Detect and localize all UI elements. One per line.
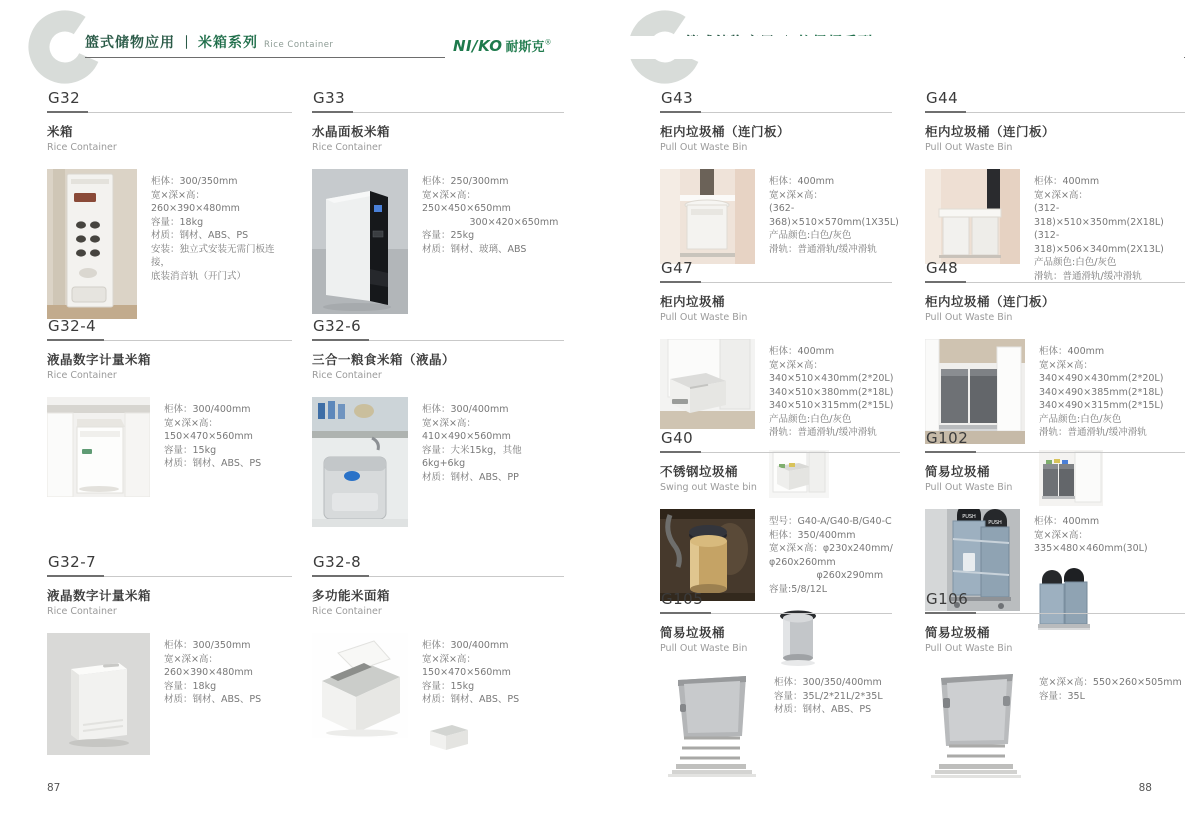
product-specs — [1034, 515, 1185, 556]
product-name: 多功能米面箱 — [312, 588, 391, 603]
product-name: 柜内垃圾桶（连门板） — [925, 294, 1056, 309]
spec-line: 柜体：400mm — [1039, 346, 1105, 357]
product-name-en: Pull Out Waste Bin — [925, 643, 1013, 654]
product-code-row — [660, 258, 892, 283]
spec-line: 宽×深×高：150×470×560mm — [164, 417, 253, 442]
product-photo — [925, 670, 1025, 788]
spec-line: 产品颜色:白色/灰色 — [1034, 257, 1117, 268]
product-code: G105 — [660, 590, 711, 614]
product-code-row — [47, 316, 292, 341]
product-name: 柜内垃圾桶（连门板） — [925, 124, 1056, 139]
spec-line: 滑轨：普通滑轨/缓冲滑轨 — [769, 243, 877, 255]
spec-line: 宽×深×高： — [769, 359, 823, 371]
spec-line: 宽×深×高： — [1039, 359, 1093, 371]
product-specs — [422, 175, 564, 256]
spec-line: 容量：15kg — [164, 444, 217, 456]
spec-line: 340×490×430mm(2*20L) — [1039, 373, 1164, 384]
spec-line: φ260x290mm — [769, 570, 884, 581]
spec-line: 容量：大米15kg，其他6kg+6kg — [422, 444, 522, 469]
product-name: 柜内垃圾桶 — [660, 294, 726, 309]
product-photo-thumbnail — [422, 717, 564, 757]
header-separator: ｜ — [180, 36, 194, 51]
product-specs — [422, 639, 564, 707]
product-name: 液晶数字计量米箱 — [47, 588, 152, 603]
product-code: G48 — [925, 259, 966, 283]
spec-line: 宽×深×高：150×470×560mm — [422, 653, 511, 678]
product-specs — [164, 639, 292, 707]
spec-line: 柜体：400mm — [1034, 516, 1100, 527]
spec-line: 柜体：350/400mm — [769, 529, 856, 541]
spec-line: 滑轨：普通滑轨/缓冲滑轨 — [1039, 427, 1147, 438]
spec-line: 宽×深×高：250×450×650mm — [422, 189, 511, 214]
product-name-en: Pull Out Waste Bin — [925, 312, 1013, 323]
spec-line: 滑轨：普通滑轨/缓冲滑轨 — [1034, 270, 1142, 282]
product-specs — [769, 175, 899, 256]
spec-line: 容量：18kg — [151, 216, 204, 228]
spec-line: 柜体：300/400mm — [422, 640, 509, 651]
product-code-row — [925, 88, 1185, 113]
nisko-logo — [445, 36, 1184, 59]
spec-line: 安装：独立式安装无需门板连接， — [151, 243, 275, 268]
product-code-row — [47, 552, 292, 577]
spec-line: 柜体：300/400mm — [422, 404, 509, 415]
product-name-en: Pull Out Waste Bin — [660, 142, 748, 153]
nisko-logo-latin: NI/KO — [453, 37, 503, 55]
spec-line: 宽×深×高：410×490×560mm — [422, 417, 511, 442]
spec-line: (362-368)×510×570mm(1X35L) — [769, 203, 899, 228]
product-code: G43 — [660, 89, 701, 113]
spec-line: 柜体：250/300mm — [422, 176, 509, 187]
product-name: 不锈钢垃圾桶 — [660, 464, 739, 479]
spec-line: 宽×深×高： — [1034, 529, 1088, 541]
spec-line: 335×480×460mm(30L) — [1034, 543, 1148, 554]
push-lid-label: PUSH — [962, 514, 976, 520]
product-code-row — [312, 552, 564, 577]
product-name: 米箱 — [47, 124, 74, 139]
product-photo — [47, 633, 150, 755]
product-photo — [312, 169, 408, 314]
product-specs — [769, 345, 893, 440]
spec-line: 材质：钢材、ABS、PS — [164, 694, 262, 705]
product-photo — [925, 169, 1020, 264]
product-name-en: Pull Out Waste Bin — [660, 312, 748, 323]
product-g33 — [312, 88, 564, 314]
spec-line: 340×490×385mm(2*18L) — [1039, 386, 1164, 398]
product-name-en: Rice Container — [47, 370, 117, 381]
spec-line: 宽×深×高： — [1034, 189, 1088, 201]
product-specs — [769, 515, 900, 596]
product-code: G32-8 — [312, 553, 369, 577]
product-g44 — [925, 88, 1185, 283]
product-code: G102 — [925, 429, 976, 453]
spec-line: 材质：钢材、玻璃、ABS — [422, 243, 527, 255]
product-g32-8 — [312, 552, 564, 757]
spec-line: 产品颜色:白色/灰色 — [1039, 413, 1122, 425]
product-code: G33 — [312, 89, 353, 113]
spec-line: 材质：钢材、ABS、PS — [151, 230, 249, 241]
spec-line: 容量：35L/2*21L/2*35L — [774, 690, 883, 702]
page-number: 88 — [1138, 782, 1152, 794]
spec-line: 340×510×430mm(2*20L) — [769, 373, 894, 384]
product-name-en: Rice Container — [312, 370, 382, 381]
product-code-row — [925, 428, 1185, 453]
product-name: 三合一粮食米箱（液晶） — [312, 352, 456, 367]
product-name: 简易垃圾桶 — [925, 464, 991, 479]
spec-line: 柜体：300/400mm — [164, 404, 251, 415]
product-code-row — [312, 88, 564, 113]
push-lid-label: PUSH — [988, 520, 1002, 526]
spec-line: 材质：钢材、ABS、PS — [164, 458, 262, 469]
product-code: G47 — [660, 259, 701, 283]
spec-line: 容量：35L — [1039, 690, 1085, 702]
product-name: 柜内垃圾桶（连门板） — [660, 124, 791, 139]
product-g32-7 — [47, 552, 292, 755]
product-specs — [1039, 676, 1185, 703]
product-specs — [164, 403, 292, 471]
spec-line: 容量：25kg — [422, 230, 475, 241]
product-name: 水晶面板米箱 — [312, 124, 391, 139]
product-name-en: Pull Out Waste Bin — [925, 482, 1013, 493]
product-code-row — [925, 589, 1185, 614]
spec-line: (312-318)×510×350mm(2X18L) — [1034, 203, 1164, 228]
product-photo — [47, 169, 137, 319]
product-name-en: Rice Container — [312, 142, 382, 153]
product-specs — [151, 175, 292, 283]
spec-line: 宽×深×高：φ230x240mm/φ260x260mm — [769, 543, 893, 568]
product-code-row — [660, 88, 892, 113]
product-photo — [660, 169, 755, 264]
catalog-page-88 — [600, 0, 1200, 820]
product-photo — [660, 339, 755, 429]
spec-line: 柜体：300/350/400mm — [774, 677, 882, 688]
header-series-en: Rice Container — [264, 40, 334, 50]
spec-line: 柜体：400mm — [769, 346, 835, 357]
product-name-en: Rice Container — [47, 606, 117, 617]
spec-line: 底装消音轨（开门式） — [151, 270, 247, 282]
product-name-en: Swing out Waste bin — [660, 482, 757, 493]
spec-line: 柜体：300/350mm — [164, 640, 251, 651]
spec-line: 340×490×315mm(2*15L) — [1039, 400, 1164, 411]
product-code-row — [660, 428, 900, 453]
spec-line: 容量：18kg — [164, 680, 217, 692]
spec-line: 宽×深×高： — [769, 189, 823, 201]
registered-mark-icon: ® — [544, 38, 552, 47]
product-name-en: Rice Container — [47, 142, 117, 153]
product-code: G40 — [660, 429, 701, 453]
spec-line: 材质：钢材、ABS、PS — [422, 694, 520, 705]
product-code: G32-7 — [47, 553, 104, 577]
spec-line: 滑轨：普通滑轨/缓冲滑轨 — [769, 427, 877, 438]
spec-line: 柜体：300/350mm — [151, 176, 238, 187]
spec-line: 产品颜色:白色/灰色 — [769, 413, 852, 425]
spec-line: 300×420×650mm — [422, 216, 559, 228]
spec-line: 柜体：400mm — [769, 176, 835, 187]
spec-line: 宽×深×高：260×390×480mm — [151, 189, 240, 214]
product-code: G32-4 — [47, 317, 104, 341]
spec-line: (312-318)×506×340mm(2X13L) — [1034, 230, 1164, 255]
spec-line: 340×510×315mm(2*15L) — [769, 400, 894, 411]
product-code: G106 — [925, 590, 976, 614]
spec-line: 材质：钢材、ABS、PS — [774, 704, 872, 715]
product-name-en: Rice Container — [312, 606, 382, 617]
spec-line: 340×510×380mm(2*18L) — [769, 386, 894, 398]
product-g32 — [47, 88, 292, 319]
product-code-row — [312, 316, 564, 341]
spec-line: 宽×深×高：550×260×505mm — [1039, 677, 1182, 688]
product-g32-4 — [47, 316, 292, 497]
product-specs — [774, 676, 892, 717]
page-number: 87 — [47, 782, 61, 794]
spec-line: 型号：G40-A/G40-B/G40-C — [769, 516, 892, 527]
nisko-logo-chinese: 耐斯克 — [505, 40, 545, 55]
header-series: 米箱系列 — [198, 35, 259, 51]
spec-line: 柜体：400mm — [1034, 176, 1100, 187]
product-g105 — [660, 589, 892, 782]
product-photo — [312, 397, 408, 527]
product-code-row — [925, 258, 1185, 283]
product-photo — [312, 633, 408, 738]
product-specs — [422, 403, 564, 484]
header-category: 篮式储物应用 — [85, 35, 175, 51]
product-name-en: Pull Out Waste Bin — [660, 643, 748, 654]
product-photo — [660, 509, 755, 601]
spec-line: 容量:5/8/12L — [769, 583, 828, 595]
product-photo — [47, 397, 150, 497]
product-code: G32 — [47, 89, 88, 113]
product-name: 液晶数字计量米箱 — [47, 352, 152, 367]
product-g43 — [660, 88, 899, 264]
product-name: 简易垃圾桶 — [925, 625, 991, 640]
product-specs — [1039, 345, 1185, 440]
spec-line: 产品颜色:白色/灰色 — [769, 230, 852, 241]
spec-line: 容量：15kg — [422, 680, 475, 692]
spec-line: 宽×深×高：260×390×480mm — [164, 653, 253, 678]
product-photo — [660, 670, 760, 782]
product-code-row — [47, 88, 292, 113]
product-code: G44 — [925, 89, 966, 113]
product-name: 简易垃圾桶 — [660, 625, 726, 640]
product-name-en: Pull Out Waste Bin — [925, 142, 1013, 153]
product-g106 — [925, 589, 1185, 788]
product-g32-6 — [312, 316, 564, 527]
product-code: G32-6 — [312, 317, 369, 341]
header-title — [85, 32, 333, 52]
product-code-row — [660, 589, 892, 614]
spec-line: 材质：钢材、ABS、PP — [422, 471, 519, 483]
